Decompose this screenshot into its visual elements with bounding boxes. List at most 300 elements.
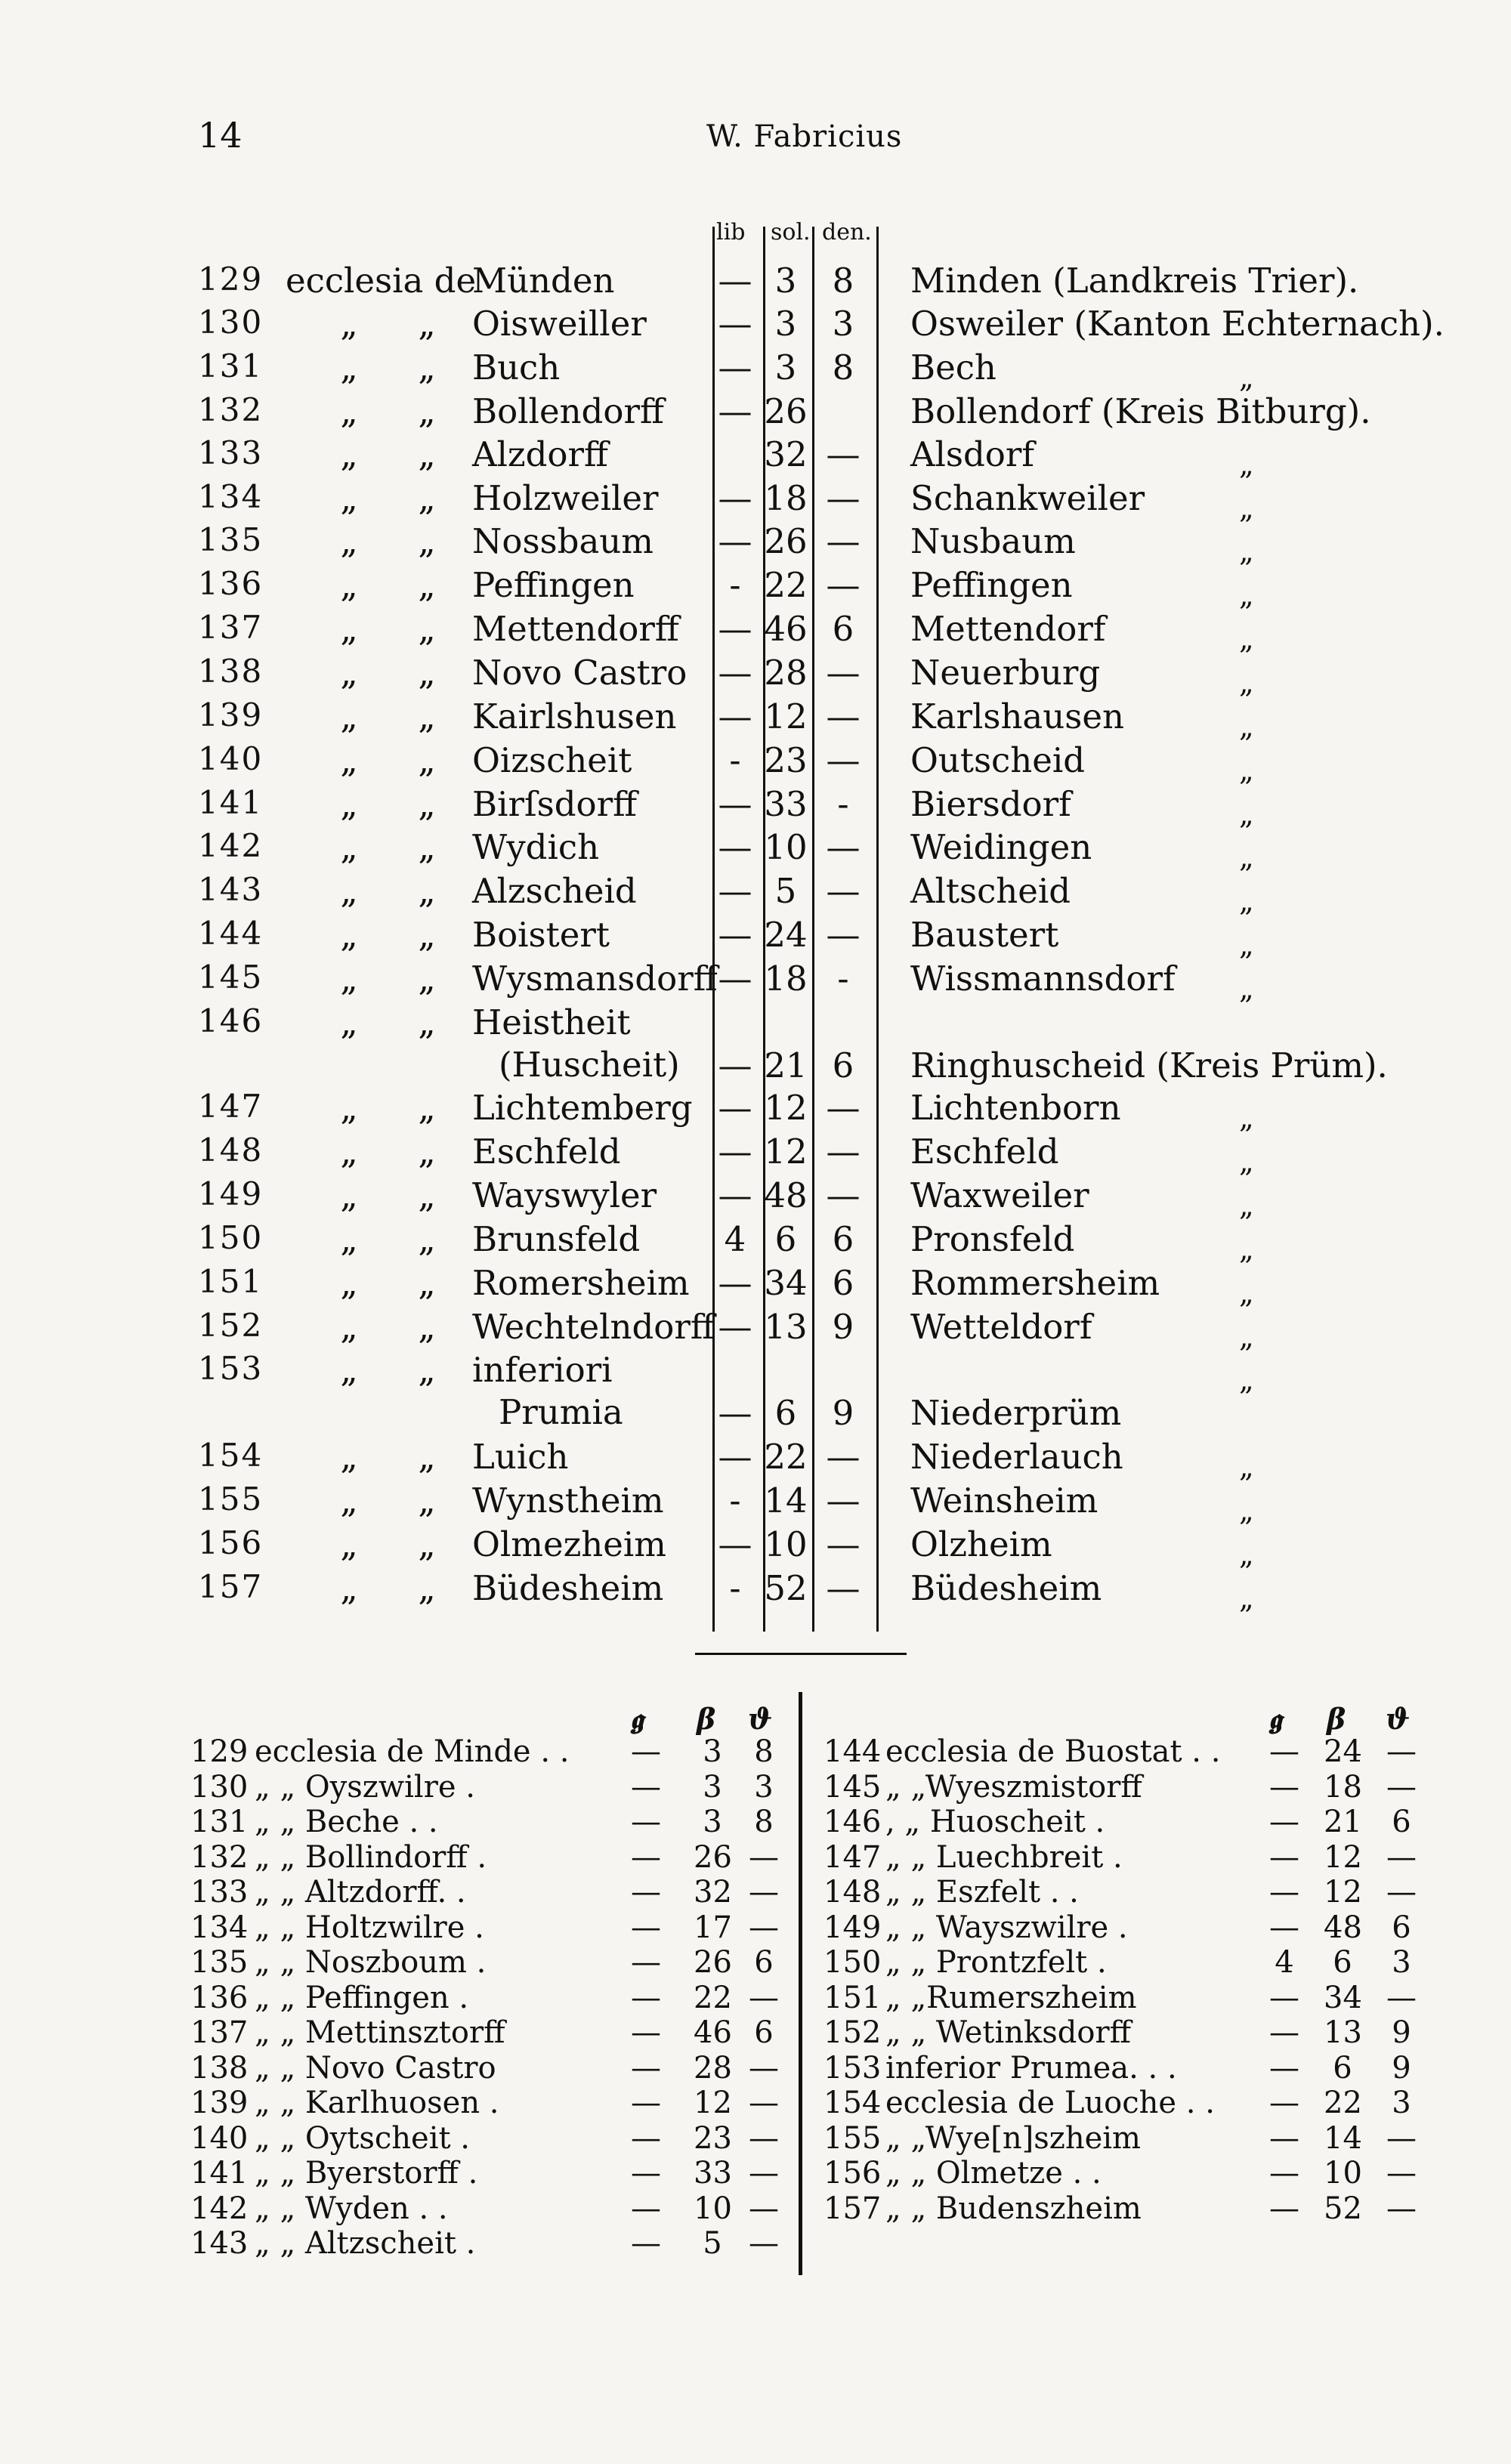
ditto-mark: „ [418,1350,436,1390]
value-den: — [826,521,861,561]
table-row [0,1945,1511,1980]
value-sol: 5 [703,2226,722,2261]
ditto-mark: „ [418,740,436,780]
table-row [0,871,1511,918]
value-lib: — [631,2226,661,2261]
historic-place-name: Romersheim [472,1263,690,1303]
entry-text: „ „ Wayszwilre . [885,1910,1128,1945]
value-den: 3 [832,304,854,344]
modern-place-name: Ringhuscheid (Kreis Prüm). [910,1045,1388,1085]
ditto-mark: „ [1239,928,1254,962]
value-den: 6 [754,1945,774,1980]
value-lib: — [631,1980,661,2015]
value-lib: — [718,1393,752,1433]
ditto-mark: „ [418,1175,436,1215]
ditto-mark: „ [340,609,358,649]
historic-place-name: Oisweiller [472,304,647,344]
ditto-mark: „ [1239,710,1254,743]
value-lib: — [1269,1769,1299,1805]
value-sol: 6 [1333,1945,1352,1980]
historic-place-name: Wynstheim [472,1481,664,1521]
table-row [0,1132,1511,1178]
ditto-mark: „ [1239,448,1254,481]
value-lib: — [1269,1839,1299,1875]
value-den: — [1386,1875,1417,1910]
historic-place-name: Mettendorff [472,609,679,649]
table-row [0,1981,1511,2015]
value-den: — [749,2050,779,2086]
ditto-mark: „ [1239,492,1254,525]
modern-place-name: Biersdorf [910,784,1071,824]
value-lib: — [631,2120,661,2156]
table-row [0,1437,1511,1484]
value-den: 8 [754,1734,774,1769]
value-sol: 34 [1324,1980,1362,2015]
value-lib: — [1269,2050,1299,2086]
ditto-mark: „ [418,959,436,999]
value-den: — [1386,2156,1417,2191]
value-den: 6 [754,2015,774,2050]
value-sol: 46 [694,2015,732,2050]
row-number: 140 [190,2120,249,2156]
value-den: — [826,565,861,605]
value-sol: 17 [694,1910,732,1945]
value-den: — [749,1875,779,1910]
value-sol: 10 [694,2191,732,2226]
value-sol: 12 [764,696,808,736]
value-sol: 3 [703,1805,722,1839]
value-sol: 10 [1324,2156,1362,2191]
entry-text: „ „ Luechbreit . [885,1839,1123,1875]
column-head-symbol: ϑ [1386,1702,1411,1736]
value-sol: 13 [1324,2015,1362,2050]
modern-place-name: Nusbaum [910,521,1076,561]
value-den: — [749,2191,779,2226]
modern-place-name: Schankweiler [910,478,1145,518]
value-lib: — [718,871,752,911]
historic-place-name: Peffingen [472,565,635,605]
value-sol: 18 [764,959,808,999]
row-number: 150 [198,1219,264,1256]
ditto-mark: „ [340,434,358,474]
historic-place-name: Lichtemberg [472,1088,693,1128]
ditto-mark: „ [340,1088,358,1128]
value-lib: — [718,1088,752,1128]
entry-text: ecclesia de Buostat . . [885,1734,1221,1769]
value-lib: — [1269,1980,1299,2015]
modern-place-name: Osweiler (Kanton Echternach). [910,304,1445,344]
value-sol: 24 [1324,1734,1362,1769]
ditto-mark: „ [1239,1101,1254,1135]
value-den: — [749,2120,779,2156]
modern-place-name: Mettendorf [910,609,1106,649]
value-lib: — [631,1945,661,1980]
value-lib: — [631,1910,661,1945]
entry-text: „ „ Altzscheit . [255,2226,476,2261]
row-number: 145 [198,959,264,996]
value-sol: 3 [703,1769,722,1805]
value-lib: — [1269,1734,1299,1769]
value-sol: 10 [764,1524,808,1564]
ditto-mark: „ [340,653,358,693]
ditto-mark: „ [340,565,358,605]
value-lib: — [631,2050,661,2086]
table-row [0,2191,1511,2226]
ditto-mark: „ [1239,535,1254,568]
row-number: 157 [823,2191,882,2226]
ditto-mark: „ [418,915,436,955]
row-number: 136 [190,1980,249,2015]
row-number: 151 [823,1980,882,2015]
modern-place-name: Wetteldorf [910,1307,1092,1347]
entry-text: „ „ Holtzwilre . [255,1910,484,1945]
table-row [0,1805,1511,1839]
row-number: 132 [190,1839,249,1875]
value-lib: — [718,478,752,518]
value-sol: 12 [764,1132,808,1172]
value-den: - [837,784,849,824]
value-den: — [826,478,861,518]
value-sol: 6 [1333,2050,1352,2086]
historic-place-name: Alzdorff [472,434,608,474]
entry-text: „ „ Oyszwilre . [255,1769,475,1805]
value-den: 3 [754,1769,774,1805]
value-den: 6 [832,1263,854,1303]
value-lib: — [631,2156,661,2191]
modern-place-name: Waxweiler [910,1175,1089,1215]
ditto-mark: „ [418,434,436,474]
table-row [0,2156,1511,2191]
value-den: 8 [754,1805,774,1839]
value-den: — [749,1839,779,1875]
value-lib: — [1269,2086,1299,2120]
table-row [0,2051,1511,2086]
row-number: 153 [198,1350,264,1387]
ditto-mark: „ [418,1524,436,1564]
value-den: 3 [1392,2086,1411,2120]
entry-text: , „ Huoscheit . [885,1805,1105,1839]
ditto-mark: „ [340,1002,358,1042]
modern-place-name: Weidingen [910,827,1092,867]
entry-text: „ „Rumerszheim [885,1980,1137,2015]
row-number: 136 [198,565,264,602]
entry-text: „ „ Bollindorff . [255,1839,487,1875]
value-lib: — [718,915,752,955]
value-lib: — [631,2191,661,2226]
historic-place-name: Wechtelndorff [472,1307,715,1347]
historic-place-name: Oizscheit [472,740,632,780]
value-lib: — [1269,2156,1299,2191]
table-row [0,521,1511,568]
value-sol: 18 [1324,1769,1362,1805]
value-lib: — [631,1875,661,1910]
value-lib: — [631,1734,661,1769]
row-number: 147 [198,1088,264,1125]
row-number: 137 [198,609,264,646]
value-lib: - [729,740,741,780]
value-sol: 22 [764,565,808,605]
value-sol: 48 [764,1175,808,1215]
ditto-mark: „ [418,696,436,736]
ditto-mark: „ [1239,361,1254,394]
ditto-mark: „ [1239,1450,1254,1484]
entry-text: „ „ Eszfelt . . [885,1875,1079,1910]
historic-place-name: Olmezheim [472,1524,666,1564]
value-lib: — [1269,1910,1299,1945]
column-head-symbol: 𝖌 [1268,1702,1282,1736]
value-sol: 3 [703,1734,722,1769]
ditto-mark: „ [340,1524,358,1564]
value-den: 8 [832,261,854,301]
ditto-mark: „ [340,1437,358,1477]
row-number: 156 [823,2156,882,2191]
value-den: 9 [832,1307,854,1347]
table-row [0,1770,1511,1805]
value-den: — [826,1132,861,1172]
ditto-mark: „ [340,1219,358,1259]
row-number: 155 [823,2120,882,2156]
value-sol: 10 [764,827,808,867]
value-lib: — [718,391,752,431]
page-number: 14 [198,115,243,156]
modern-place-name: Neuerburg [910,653,1101,693]
table-row [0,2226,1511,2261]
value-den: — [826,1437,861,1477]
table-row [0,696,1511,743]
value-sol: 34 [764,1263,808,1303]
entry-text: ecclesia de Minde . . [255,1734,570,1769]
value-lib: — [631,1839,661,1875]
row-number: 142 [190,2191,249,2226]
ditto-mark: „ [418,653,436,693]
value-sol: 32 [764,434,808,474]
value-sol: 12 [694,2086,732,2120]
row-number: 145 [823,1769,882,1805]
value-lib: — [1269,1875,1299,1910]
row-number: 151 [198,1263,264,1300]
row-number: 134 [198,478,264,515]
value-sol: 33 [694,2156,732,2191]
value-lib: — [1269,2015,1299,2050]
value-den: — [1386,2191,1417,2226]
table-row [0,1568,1511,1615]
ditto-mark: „ [418,609,436,649]
row-number: 153 [823,2050,882,2086]
value-lib: — [718,784,752,824]
modern-place-name: Pronsfeld [910,1219,1075,1259]
ditto-mark: „ [418,1568,436,1608]
value-sol: 6 [774,1393,797,1433]
value-lib: — [718,1045,752,1085]
row-number: 148 [823,1875,882,1910]
row-number: 141 [190,2156,249,2191]
historic-place-name: Büdesheim [472,1568,664,1608]
row-number: 131 [198,347,264,384]
table-row [0,261,1511,304]
row-number: 138 [190,2050,249,2086]
value-lib: — [718,304,752,344]
historic-place-name: inferiori [472,1350,613,1390]
value-den: — [826,915,861,955]
entry-text: „ „ Budenszheim [885,2191,1142,2226]
ditto-mark: „ [1239,972,1254,1005]
row-number: 154 [823,2086,882,2120]
ditto-mark: „ [418,391,436,431]
historic-place-name: Brunsfeld [472,1219,641,1259]
ditto-mark: „ [1239,1277,1254,1310]
value-sol: 52 [764,1568,808,1608]
modern-place-name: Niederlauch [910,1437,1123,1477]
value-sol: 12 [1324,1875,1362,1910]
value-lib: — [718,521,752,561]
value-lib: — [718,1132,752,1172]
table-row [0,1263,1511,1310]
value-sol: 26 [764,521,808,561]
ditto-mark: „ [418,1307,436,1347]
historic-place-name: Wysmansdorff [472,959,718,999]
value-lib: — [1269,2120,1299,2156]
value-den: — [826,1524,861,1564]
table-row [0,1840,1511,1875]
value-lib: - [729,1481,741,1521]
ditto-mark: „ [340,1568,358,1608]
value-lib: — [718,1307,752,1347]
value-sol: 28 [694,2050,732,2086]
value-sol: 22 [1324,2086,1362,2120]
entry-text: „ „ Wetinksdorff [885,2015,1132,2050]
row-number: 139 [190,2086,249,2120]
value-lib: — [631,1769,661,1805]
value-den: — [1386,1980,1417,2015]
historic-place-name: Kairlshusen [472,696,677,736]
table-row [0,304,1511,347]
value-lib: — [1269,1805,1299,1839]
row-number: 133 [198,434,264,471]
value-sol: 12 [1324,1839,1362,1875]
value-sol: 22 [694,1980,732,2015]
modern-place-name: Karlshausen [910,696,1124,736]
modern-place-name: Alsdorf [910,434,1035,474]
row-number: 152 [823,2015,882,2050]
value-sol: 23 [764,740,808,780]
historic-place-name: Wayswyler [472,1175,657,1215]
value-lib: — [631,2015,661,2050]
table-row [0,609,1511,656]
ditto-mark: „ [418,478,436,518]
entry-text: „ „ Altzdorff. . [255,1875,466,1910]
row-number: 135 [190,1945,249,1980]
value-den: — [1386,1769,1417,1805]
ditto-mark: „ [1239,754,1254,787]
ditto-mark: „ [418,784,436,824]
historic-place-name: Birſsdorff [472,784,638,824]
entry-text: „ „ Beche . . [255,1805,438,1839]
row-number: 147 [823,1839,882,1875]
value-lib: - [729,1568,741,1608]
ditto-mark: „ [340,1175,358,1215]
ditto-mark: „ [418,1088,436,1128]
ditto-mark: „ [418,1437,436,1477]
historic-place-name: Holzweiler [472,478,659,518]
row-number: 149 [823,1910,882,1945]
ditto-mark: „ [340,1350,358,1390]
entry-text: „ „Wyeszmistorff [885,1769,1142,1805]
modern-place-name: Wissmannsdorf [910,959,1176,999]
value-sol: 23 [694,2120,732,2156]
table-row [0,1175,1511,1222]
row-number: 148 [198,1132,264,1169]
ditto-mark: „ [418,565,436,605]
ditto-mark: „ [340,521,358,561]
value-sol: 12 [764,1088,808,1128]
row-number: 157 [198,1568,264,1605]
entry-text: „ „ Karlhuosen . [255,2086,499,2120]
ditto-mark: „ [1239,1320,1254,1354]
value-sol: 5 [774,871,797,911]
historic-place-name: Nossbaum [472,521,654,561]
modern-place-name: Eschfeld [910,1132,1059,1172]
value-sol: 28 [764,653,808,693]
historic-place-name: Bollendorff [472,391,664,431]
ditto-mark: „ [340,347,358,388]
historic-place-name-continued: (Huscheit) [499,1045,680,1085]
ditto-mark: „ [1239,1582,1254,1615]
modern-place-name: Büdesheim [910,1568,1102,1608]
ditto-mark: „ [340,827,358,867]
entry-text: „ „ Olmetze . . [885,2156,1102,2191]
historic-place-name: Boistert [472,915,610,955]
historic-place-name: Alzscheid [472,871,637,911]
value-sol: 26 [694,1945,732,1980]
ditto-mark: „ [340,959,358,999]
value-den: 8 [832,347,854,388]
modern-place-name: Peffingen [910,565,1073,605]
column-head-symbol: 𝖌 [630,1702,644,1736]
modern-place-name: Lichtenborn [910,1088,1121,1128]
entry-text: inferior Prumea. . . [885,2050,1177,2086]
table-row [0,391,1511,435]
entry-text: „ „Wye[n]szheim [885,2120,1141,2156]
column-head-symbol: ϑ [748,1702,773,1736]
historic-place-name: Münden [472,261,615,301]
ditto-mark: „ [418,1263,436,1303]
value-den: — [749,2226,779,2261]
entry-text: „ „ Novo Castro [255,2050,496,2086]
ditto-mark: „ [418,827,436,867]
row-number: 132 [198,391,264,428]
row-number: 130 [198,304,264,341]
row-number: 138 [198,653,264,690]
entry-text: „ „ Byerstorff . [255,2156,478,2191]
value-sol: 21 [764,1045,808,1085]
value-sol: 22 [764,1437,808,1477]
value-den: - [837,959,849,999]
ditto-mark: „ [418,1002,436,1042]
ditto-mark: „ [418,521,436,561]
table-row [0,1307,1511,1354]
value-sol: 46 [764,609,808,649]
value-den: — [826,1088,861,1128]
row-number: 146 [198,1002,264,1039]
table-row [0,1219,1511,1266]
row-number: 137 [190,2015,249,2050]
value-sol: 14 [1324,2120,1362,2156]
ditto-mark: „ [340,740,358,780]
table-row [0,2121,1511,2156]
row-number: 156 [198,1524,264,1561]
column-head-symbol: β [697,1702,716,1736]
value-lib: 4 [1275,1945,1294,1980]
